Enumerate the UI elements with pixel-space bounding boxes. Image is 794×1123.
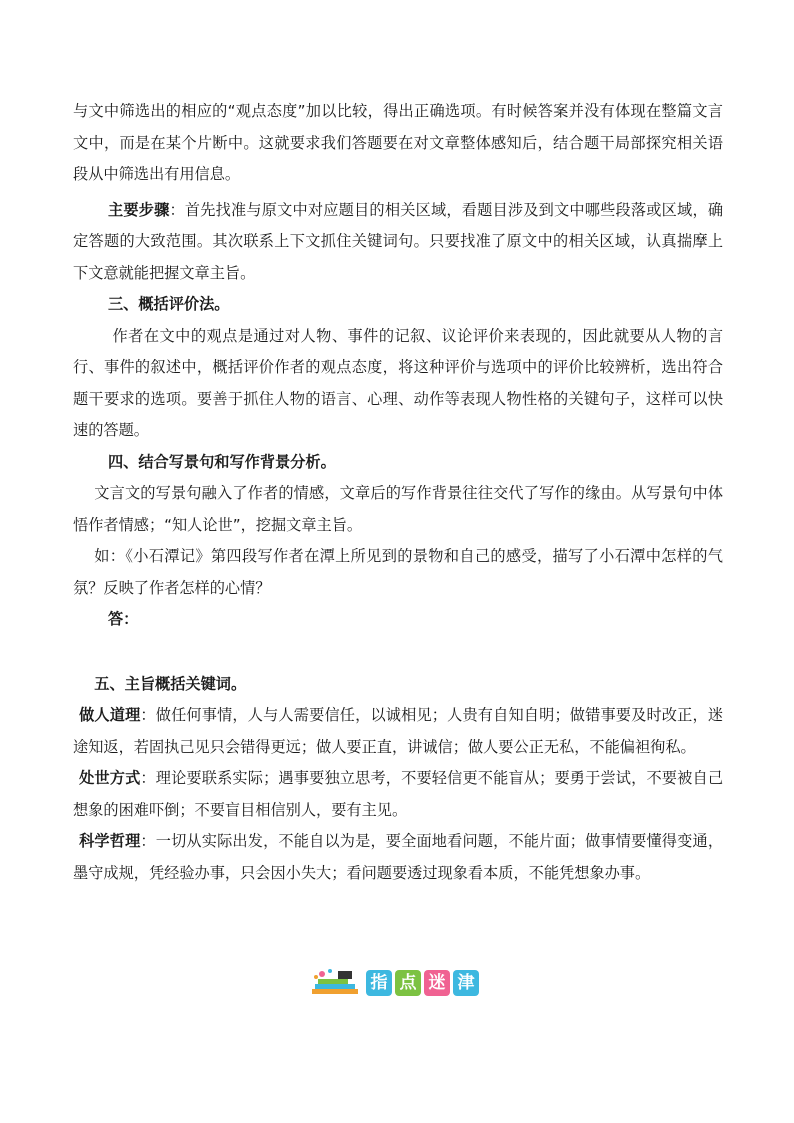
main-steps-text: ：首先找准与原文中对应题目的相关区域，看题目涉及到文中哪些段落或区域，确定答题的大致范围。其次联系上下文抓住关键词句。只要找准了原文中的相关区域，认真揣摩上下文意就能把握文章主旨。	[73, 200, 724, 282]
title-char-4: 津	[453, 970, 479, 996]
heading-section-3: 三、概括评价法。	[107, 295, 230, 313]
answer-label: 答：	[107, 610, 139, 628]
paragraph-example-question: 如：《小石潭记》第四段写作者在潭上所见到的景物和自己的感受，描写了小石潭中怎样的气氛？反映了作者怎样的心情？	[73, 547, 723, 597]
philosophy-label: 科学哲理	[79, 832, 141, 850]
title-char-3: 迷	[424, 970, 450, 996]
paragraph-section-4: 文言文的写景句融入了作者的情感，文章后的写作背景往往交代了写作的缘由。从写景句中体悟作者情感；“知人论世”，挖掘文章主旨。	[73, 484, 723, 534]
main-steps-label: 主要步骤	[107, 200, 170, 219]
conduct-text: ：理论要联系实际；遇事要独立思考，不要轻信更不能盲从；要勇于尝试，不要被自己想象的困难吓倒；不要盲目相信别人，要有主见。	[73, 769, 724, 819]
philosophy-text: ：一切从实际出发，不能自以为是，要全面地看问题，不能片面；做事情要懂得变通，墨守成规，凭经验办事，只会因小失大；看问题要透过现象看本质，不能凭想象办事。	[73, 832, 724, 882]
paragraph-life-principles	[73, 700, 723, 763]
document-body	[73, 96, 723, 889]
paragraph-main-steps	[73, 195, 723, 290]
title-char-1: 指	[366, 970, 392, 996]
paragraph-conduct	[73, 763, 723, 826]
books-icon	[308, 967, 362, 999]
heading-section-4: 四、结合写景句和写作背景分析。	[107, 452, 336, 471]
life-principles-text: ：做任何事情，人与人需要信任，以诚相见；人贵有自知自明；做错事要及时改正，迷途知返，若固执己见只会错得更远；做人要正直，讲诚信；做人要公正无私，不能偏袒徇私。	[73, 706, 724, 756]
guidance-logo	[308, 966, 483, 1000]
heading-section-5: 五、主旨概括关键词。	[94, 674, 247, 693]
paragraph-section-3: 作者在文中的观点是通过对人物、事件的记叙、议论评价来表现的，因此就要从人物的言行、事件的叙述中，概括评价作者的观点态度，将这种评价与选项中的评价比较辨析，选出符合题干要求的选项。要善于抓住人物的语言、心理、动作等表现人物性格的关键句子，这样可以快速的答题。	[73, 326, 723, 439]
title-char-2: 点	[395, 970, 421, 996]
title-characters	[366, 970, 479, 996]
conduct-label: 处世方式	[79, 769, 141, 787]
paragraph-philosophy	[73, 826, 723, 889]
life-principles-label: 做人道理	[79, 706, 141, 724]
paragraph-intro: 与文中筛选出的相应的“观点态度”加以比较，得出正确选项。有时候答案并没有体现在整篇文言文中，而是在某个片断中。这就要求我们答题要在对文章整体感知后，结合题干局部探究相关语段从中筛选出有用信息。	[73, 102, 723, 183]
